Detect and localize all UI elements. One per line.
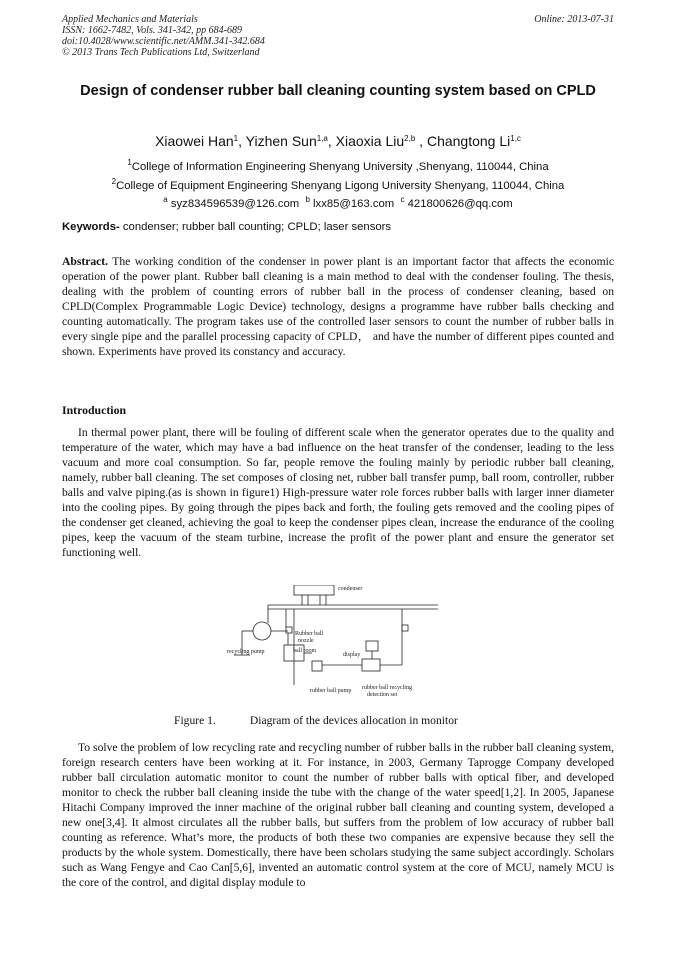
- affiliation: $^1$College of Information Engineering Shenyang University ,Shenyang, 110044, China: [127, 158, 549, 173]
- abstract: [62, 254, 614, 359]
- condenser-box: [294, 585, 334, 595]
- label-display: display: [343, 652, 361, 658]
- intro-paragraph-2: To solve the problem of low recycling rate and recycling number of rubber balls in the rubber ball cleaning system, foreign research centers have been working at it. For instance, in 2003, Germany Taprogge Company developed rubber ball circulation automatic monitor to count the number of rubber balls with optical fiber, and developed monitor to check the rubber ball cleaning inside the tube with the change of the water speed[1,2]. In 2005, Japanese Hitachi Company improved the inner machine of the original rubber ball cleaning and counting system, developed a new one[3,4]. It almost circulates all the rubber balls, but suffers from the problem of low accuracy of rubber ball counting as reference. What’s more, the products of both these two companies are expensive because they sell the products by the whole system. Domestically, there have been scholars studying the same subject accordingly. Scholars such as Wang Fengye and Cao Can[5,6], invented an automatic control system at the core of MCU, namely MCU is the core of the control, and digital display module to: [62, 741, 614, 889]
- paper-title: Design of condenser rubber ball cleaning counting system based on CPLD: [80, 83, 596, 99]
- figure-caption-text: Diagram of the devices allocation in monitor: [249, 714, 458, 727]
- author-sup: 2,b: [404, 134, 416, 143]
- label-condenser: condenser: [338, 586, 363, 592]
- affiliation: $^2$College of Equipment Engineering Shenyang Ligong University Shenyang, 110044, China: [111, 176, 565, 192]
- label-recycling-pump: recycling pump: [227, 649, 265, 655]
- keywords: [62, 220, 614, 234]
- email: syz834596539@126.com: [170, 198, 300, 210]
- author-sup: 1,c: [510, 134, 521, 143]
- author-name: Changtong Li: [426, 133, 511, 149]
- outlet-valve: [402, 625, 408, 631]
- detection-set-box: [362, 659, 380, 671]
- journal-name: Applied Mechanics and Materials: [62, 14, 198, 25]
- display-box: [366, 641, 378, 651]
- figure-number: Figure 1.: [174, 714, 216, 727]
- label-nozzle-2: nozzle: [298, 638, 314, 644]
- issn: ISSN: 1662-7482, Vols. 341-342, pp 684-689: [62, 25, 242, 36]
- email-line: $^a$ syz834596539@126.com $^b$ lxx85@163.com $^c$ 421800626@qq.com: [163, 195, 513, 210]
- affiliations: [62, 156, 614, 212]
- figure-caption: [174, 714, 458, 727]
- journal-header: [62, 14, 614, 58]
- abstract-label: Abstract.: [62, 255, 109, 268]
- author-name: Xiaowei Han: [155, 133, 234, 149]
- label-ball-room: ball room: [293, 648, 317, 654]
- email: lxx85@163.com: [313, 198, 395, 210]
- author-sup: 1: [233, 134, 239, 143]
- author-name: Xiaoxia Liu: [335, 133, 405, 149]
- author-name: Yizhen Sun: [245, 133, 317, 149]
- keywords-text: condenser; rubber ball counting; CPLD; laser sensors: [122, 221, 392, 233]
- abstract-text: The working condition of the condenser in power plant is an important factor that affects the economic operation of the power plant. Rubber ball cleaning is a main method to deal with the condenser fouling. The thesis, dealing with the problem of counting errors of rubber ball in the process of condenser cleaning, based on CPLD(Complex Programmable Logic Device) technology, designs a programme have rubber balls checking and counting automatically. The program takes use of the controlled laser sensors to count the number of rubber balls in every single pipe and the parallel processing capacity of CPLD， and have the number of different pipes counted and shown. Experiments have proved its constancy and accuracy.: [62, 255, 614, 358]
- recycling-pump: [253, 622, 271, 640]
- rubber-ball-pump-box: [312, 661, 322, 671]
- label-detection-1: rubber ball recycling: [362, 685, 412, 691]
- label-nozzle-1: Rubber ball: [295, 631, 324, 637]
- email: 421800626@qq.com: [407, 198, 513, 210]
- online-date: Online: 2013-07-31: [534, 14, 614, 25]
- author-list: Xiaowei Han$^1$, Yizhen Sun$^{1,a}$, Xiaoxia Liu$^{2,b}$ , Changtong Li$^{1,c}$: [155, 133, 521, 149]
- keywords-label: Keywords-: [62, 221, 120, 233]
- copyright: © 2013 Trans Tech Publications Ltd, Switzerland: [62, 47, 260, 58]
- label-detection-2: detection set: [367, 692, 398, 697]
- author-sup: 1,a: [316, 134, 328, 143]
- label-rubber-ball-pump: rubber ball pump: [310, 688, 352, 694]
- intro-paragraph-1: In thermal power plant, there will be fouling of different scale when the generator operates due to the quality and temperature of the water, which may have a bad influence on the heat transfer of the condenser, leading to the less vacuum and more coal consumption. So far, people remove the fouling mainly by periodic rubber ball cleaning, namely, rubber ball cleaning. The set composes of closing net, rubber ball transfer pump, ball room, controller, rubber balls and valve piping.(as is shown in figure1) High-pressure water role forces rubber balls with larger inner diameter into the cooling pipes. By going through the pipes back and forth, the fouling gets removed and the cooling pipes of the condenser get cleaned, achieving the goal to keep the condenser pipes clean, increase the endurance of the cooling pipes, keep the vacuum of the steam turbine, increase the profit of the power plant and ensure the generator set functioning well.: [62, 426, 614, 559]
- doi: doi:10.4028/www.scientific.net/AMM.341-342.684: [62, 36, 265, 47]
- figure-diagram: [222, 585, 454, 697]
- nozzle-valve: [286, 627, 292, 633]
- section-heading: Introduction: [62, 403, 127, 417]
